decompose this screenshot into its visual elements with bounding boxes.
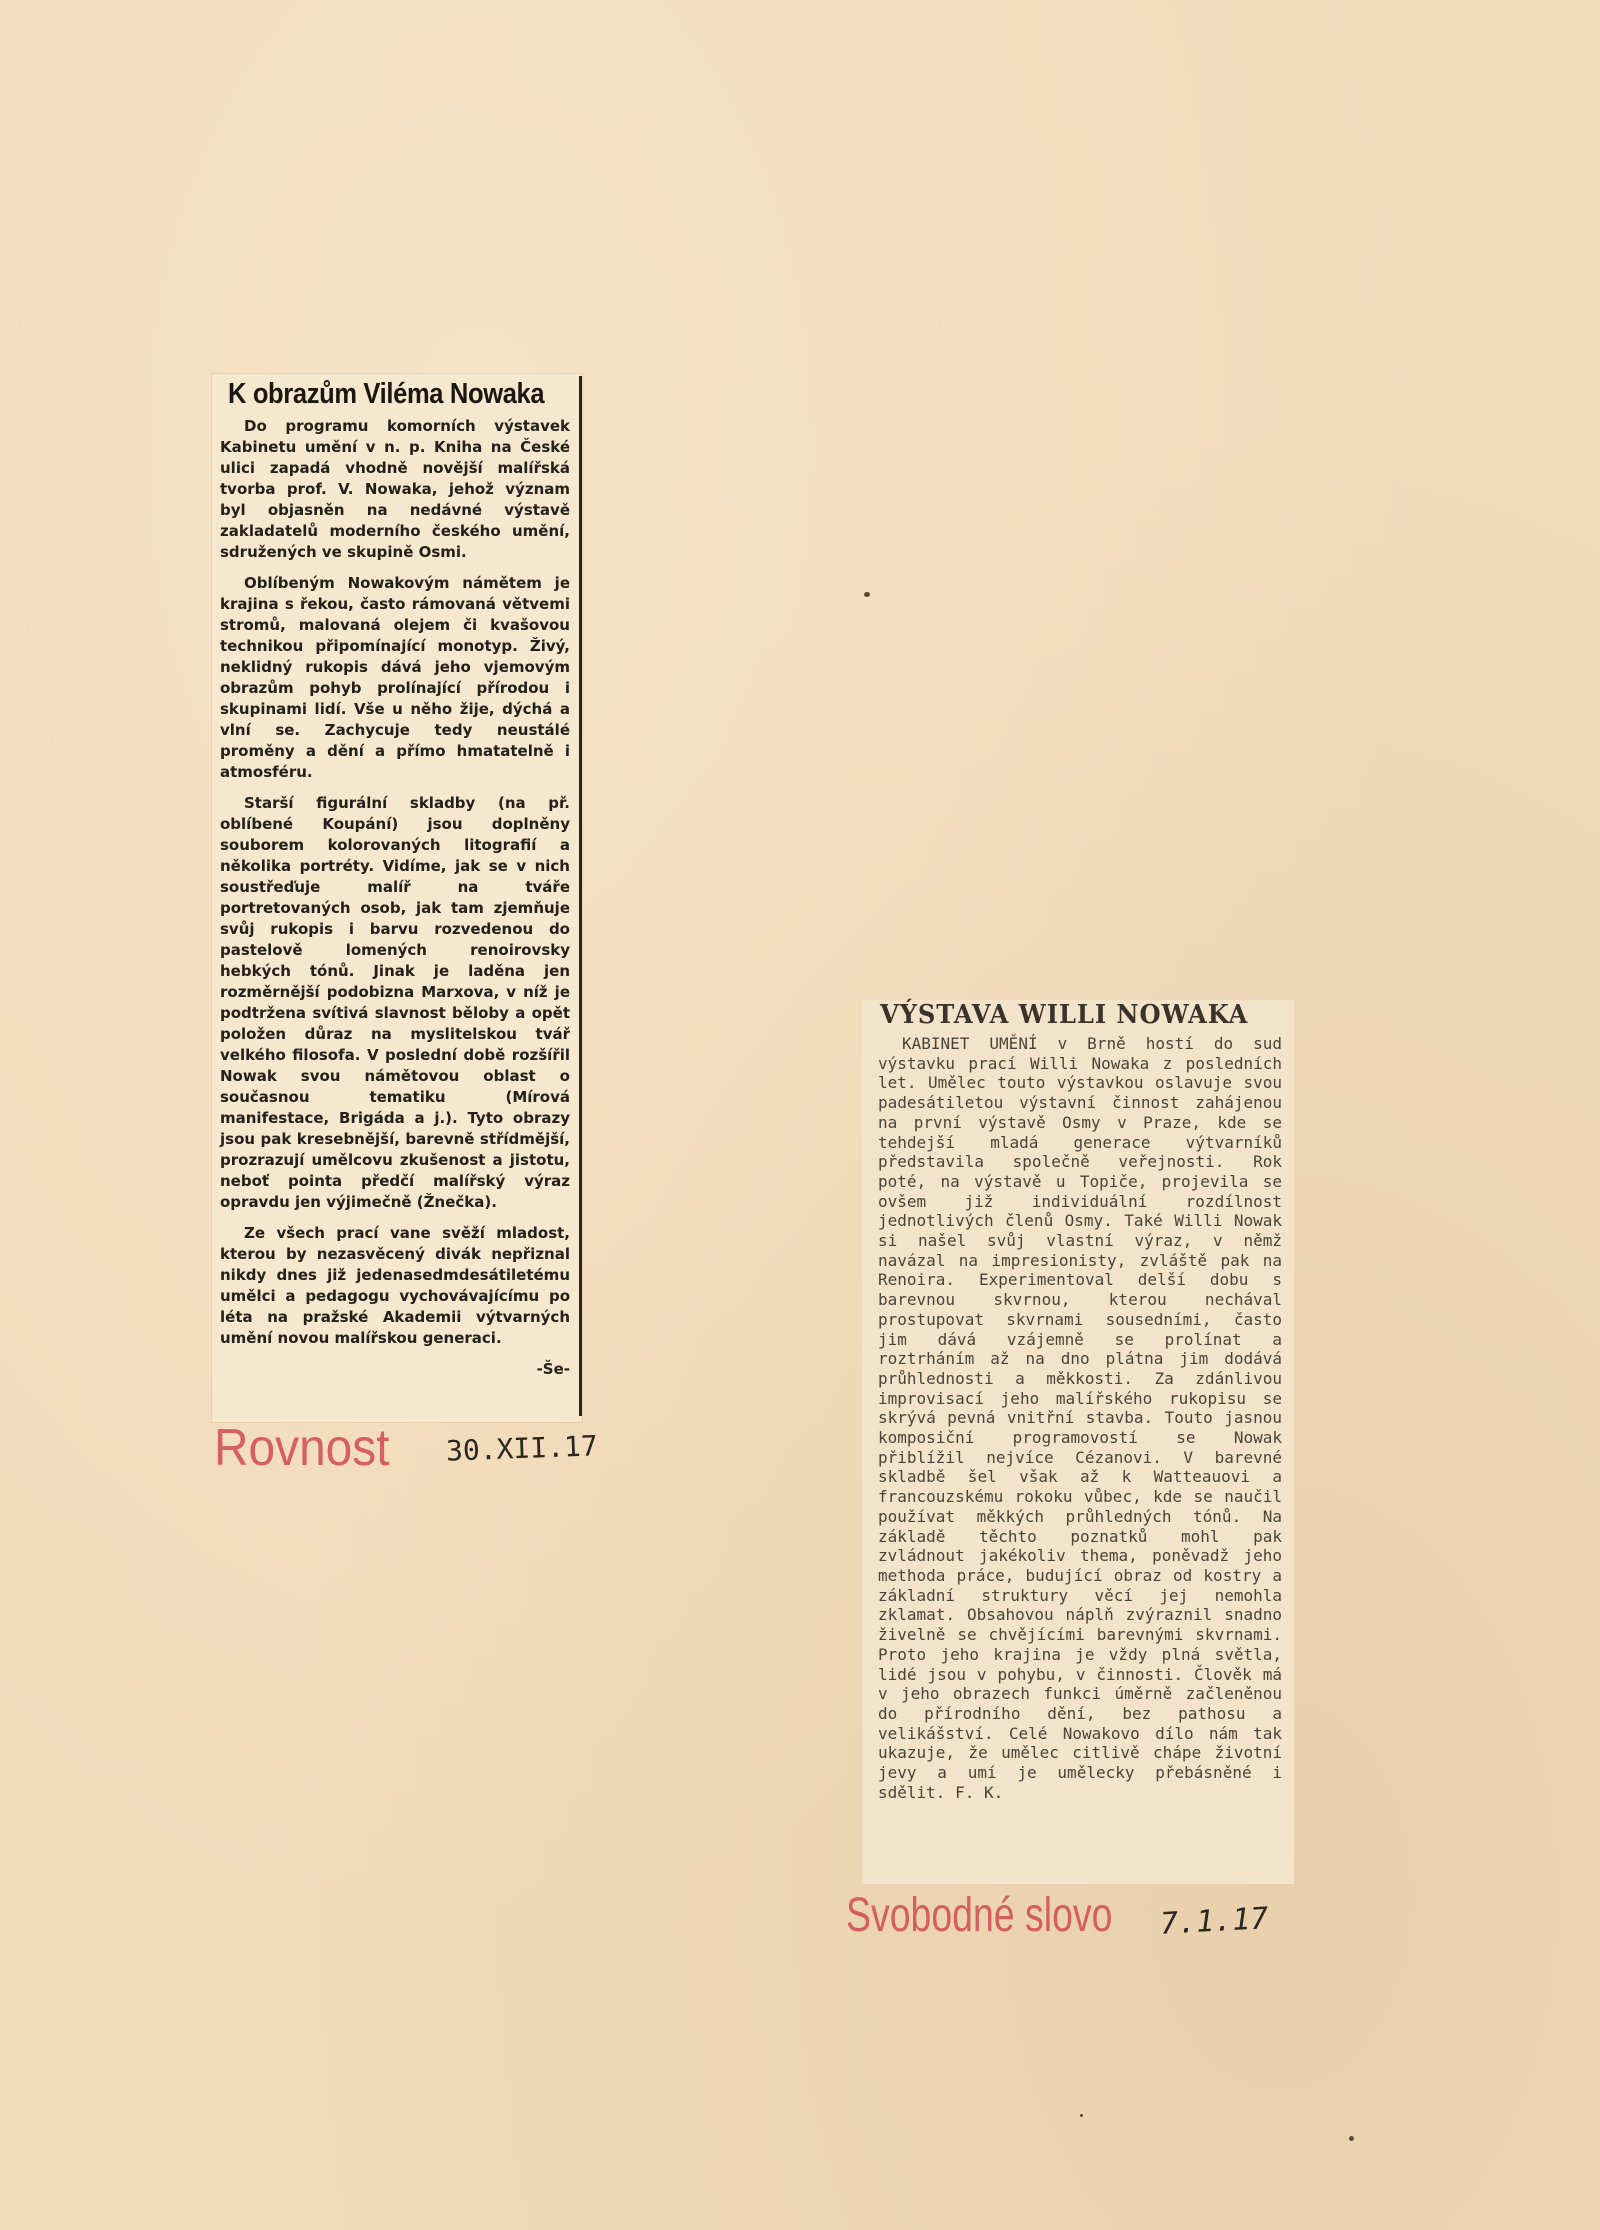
clipping-paragraph: Starší figurální skladby (na př. oblíbené Koupání) jsou doplněny souborem kolorovaných litografií a několika portréty. Vidíme, jak se v nich soustřeďuje malíř na tváře portretovaných osob, jak tam zjemňuje svůj rukopis i barvu rozvedenou do pastelově lomených renoirovsky hebkých tónů. Jinak je laděna jen rozměrnější podobizna Marxova, v níž je podtržena svítivá slavnost běloby a opět položen důraz na myslitelskou tvář velkého filosofa. V poslední době rozšířil Nowak svou námětovou oblast o současnou tematiku (Mírová manifestace, Brigáda a j.). Tyto obrazy jsou pak kresebnější, barevně střídmější, prozrazují umělcovu zkušenost a jistotu, neboť pointa předčí malířský výraz opravdu jen výjimečně (Žnečka). bbox=[220, 794, 570, 1211]
clipping-paragraph: Oblíbeným Nowakovým námětem je krajina s řekou, často rámovaná větvemi stromů, malovaná olejem či kvašovou technikou připomínající monotyp. Živý, neklidný rukopis dává jeho vjemovým obrazům pohyb prolínající přírodou i skupinami lidí. Vše u něho žije, dýchá a vlní se. Zachycuje tedy neustálé proměny a dění a přímo hmatatelně i atmosféru. bbox=[220, 574, 570, 781]
clipping-body bbox=[878, 1034, 1282, 1802]
handwritten-date: 7.1.17 bbox=[1159, 1901, 1270, 1942]
newspaper-stamp: Svobodné slovo bbox=[846, 1889, 1113, 1942]
clipping-paragraph: KABINET UMĚNÍ v Brně hostí do sud výstavku prací Willi Nowaka z posledních let. Umělec touto výstavkou oslavuje svou padesátiletou výstavní činnost zahájenou na první výstavě Osmy v Praze, kde se tehdejší mladá generace výtvarníků představila společně veřejnosti. Rok poté, na výstavě u Topiče, projevila se ovšem již individuální rozdílnost jednotlivých členů Osmy. Také Willi Nowak si našel svůj vlastní výraz, v němž navázal na impresionisty, zvláště pak na Renoira. Experimentoval delší dobu s barevnou skvrnou, kterou nechával prostupovat skvrnami sousedními, často jim dává vzájemně se prolínat a roztrháním až na dno plátna jim dodává průhlednosti a měkkosti. Za zdánlivou improvisací jeho malířského rukopisu se skrývá pevná vnitřní stavba. Touto jasnou komposiční programovostí se Nowak přiblížil nejvíce Cézanovi. V barevné skladbě šel však až k Watteauovi a francouzskému rokoku vůbec, kde se naučil používat měkkých průhledných tónů. Na základě těchto poznatků mohl pak zvládnout jakékoliv thema, poněvadž jeho methoda práce, budující obraz od kostry a základní struktury věcí jej nemohla zklamat. Obsahovou náplň zvýraznil snadno živelně se chvějícími barevnými skvrnami. Proto jeho krajina je vždy plná světla, lidé jsou v pohybu, v činnosti. Člověk má v jeho obrazech funkci úměrně začleněnou do přírodního dění, bez pathosu a velikášství. Celé Nowakovo dílo nám tak ukazuje, že umělec citlivě chápe životní jevy a umí je umělecky přebásněné i sdělit. F. K. bbox=[878, 1034, 1282, 1802]
paper-speck bbox=[1080, 2114, 1083, 2117]
newspaper-clipping-svobodne-slovo bbox=[862, 1000, 1294, 1884]
paper-speck bbox=[1349, 2136, 1354, 2141]
clipping-paragraph: Ze všech prací vane svěží mladost, kterou by nezasvěcený divák nepřiznal nikdy dnes již jedenasedmdesátiletému umělci a pedagogu vychovávajícímu po léta na pražské Akademii výtvarných umění novou malířskou generaci. bbox=[220, 1224, 570, 1347]
clipping-headline: VÝSTAVA WILLI NOWAKA bbox=[880, 1000, 1249, 1030]
clipping-signature: -Še- bbox=[536, 1360, 570, 1378]
newspaper-clipping-rovnost bbox=[212, 374, 582, 1422]
clipping-headline: K obrazům Viléma Nowaka bbox=[228, 378, 545, 410]
clipping-paragraph: Do programu komorních výstavek Kabinetu umění v n. p. Kniha na České ulici zapadá vhodně novější malířská tvorba prof. V. Nowaka, jehož význam byl objasněn na nedávné výstavě zakladatelů moderního českého umění, sdružených ve skupině Osmi. bbox=[220, 417, 570, 561]
column-rule bbox=[579, 376, 582, 1416]
paper-speck bbox=[864, 592, 870, 597]
newspaper-stamp: Rovnost bbox=[214, 1419, 390, 1477]
handwritten-date: 30.XII.17 bbox=[445, 1429, 599, 1468]
clipping-body bbox=[220, 416, 570, 1380]
